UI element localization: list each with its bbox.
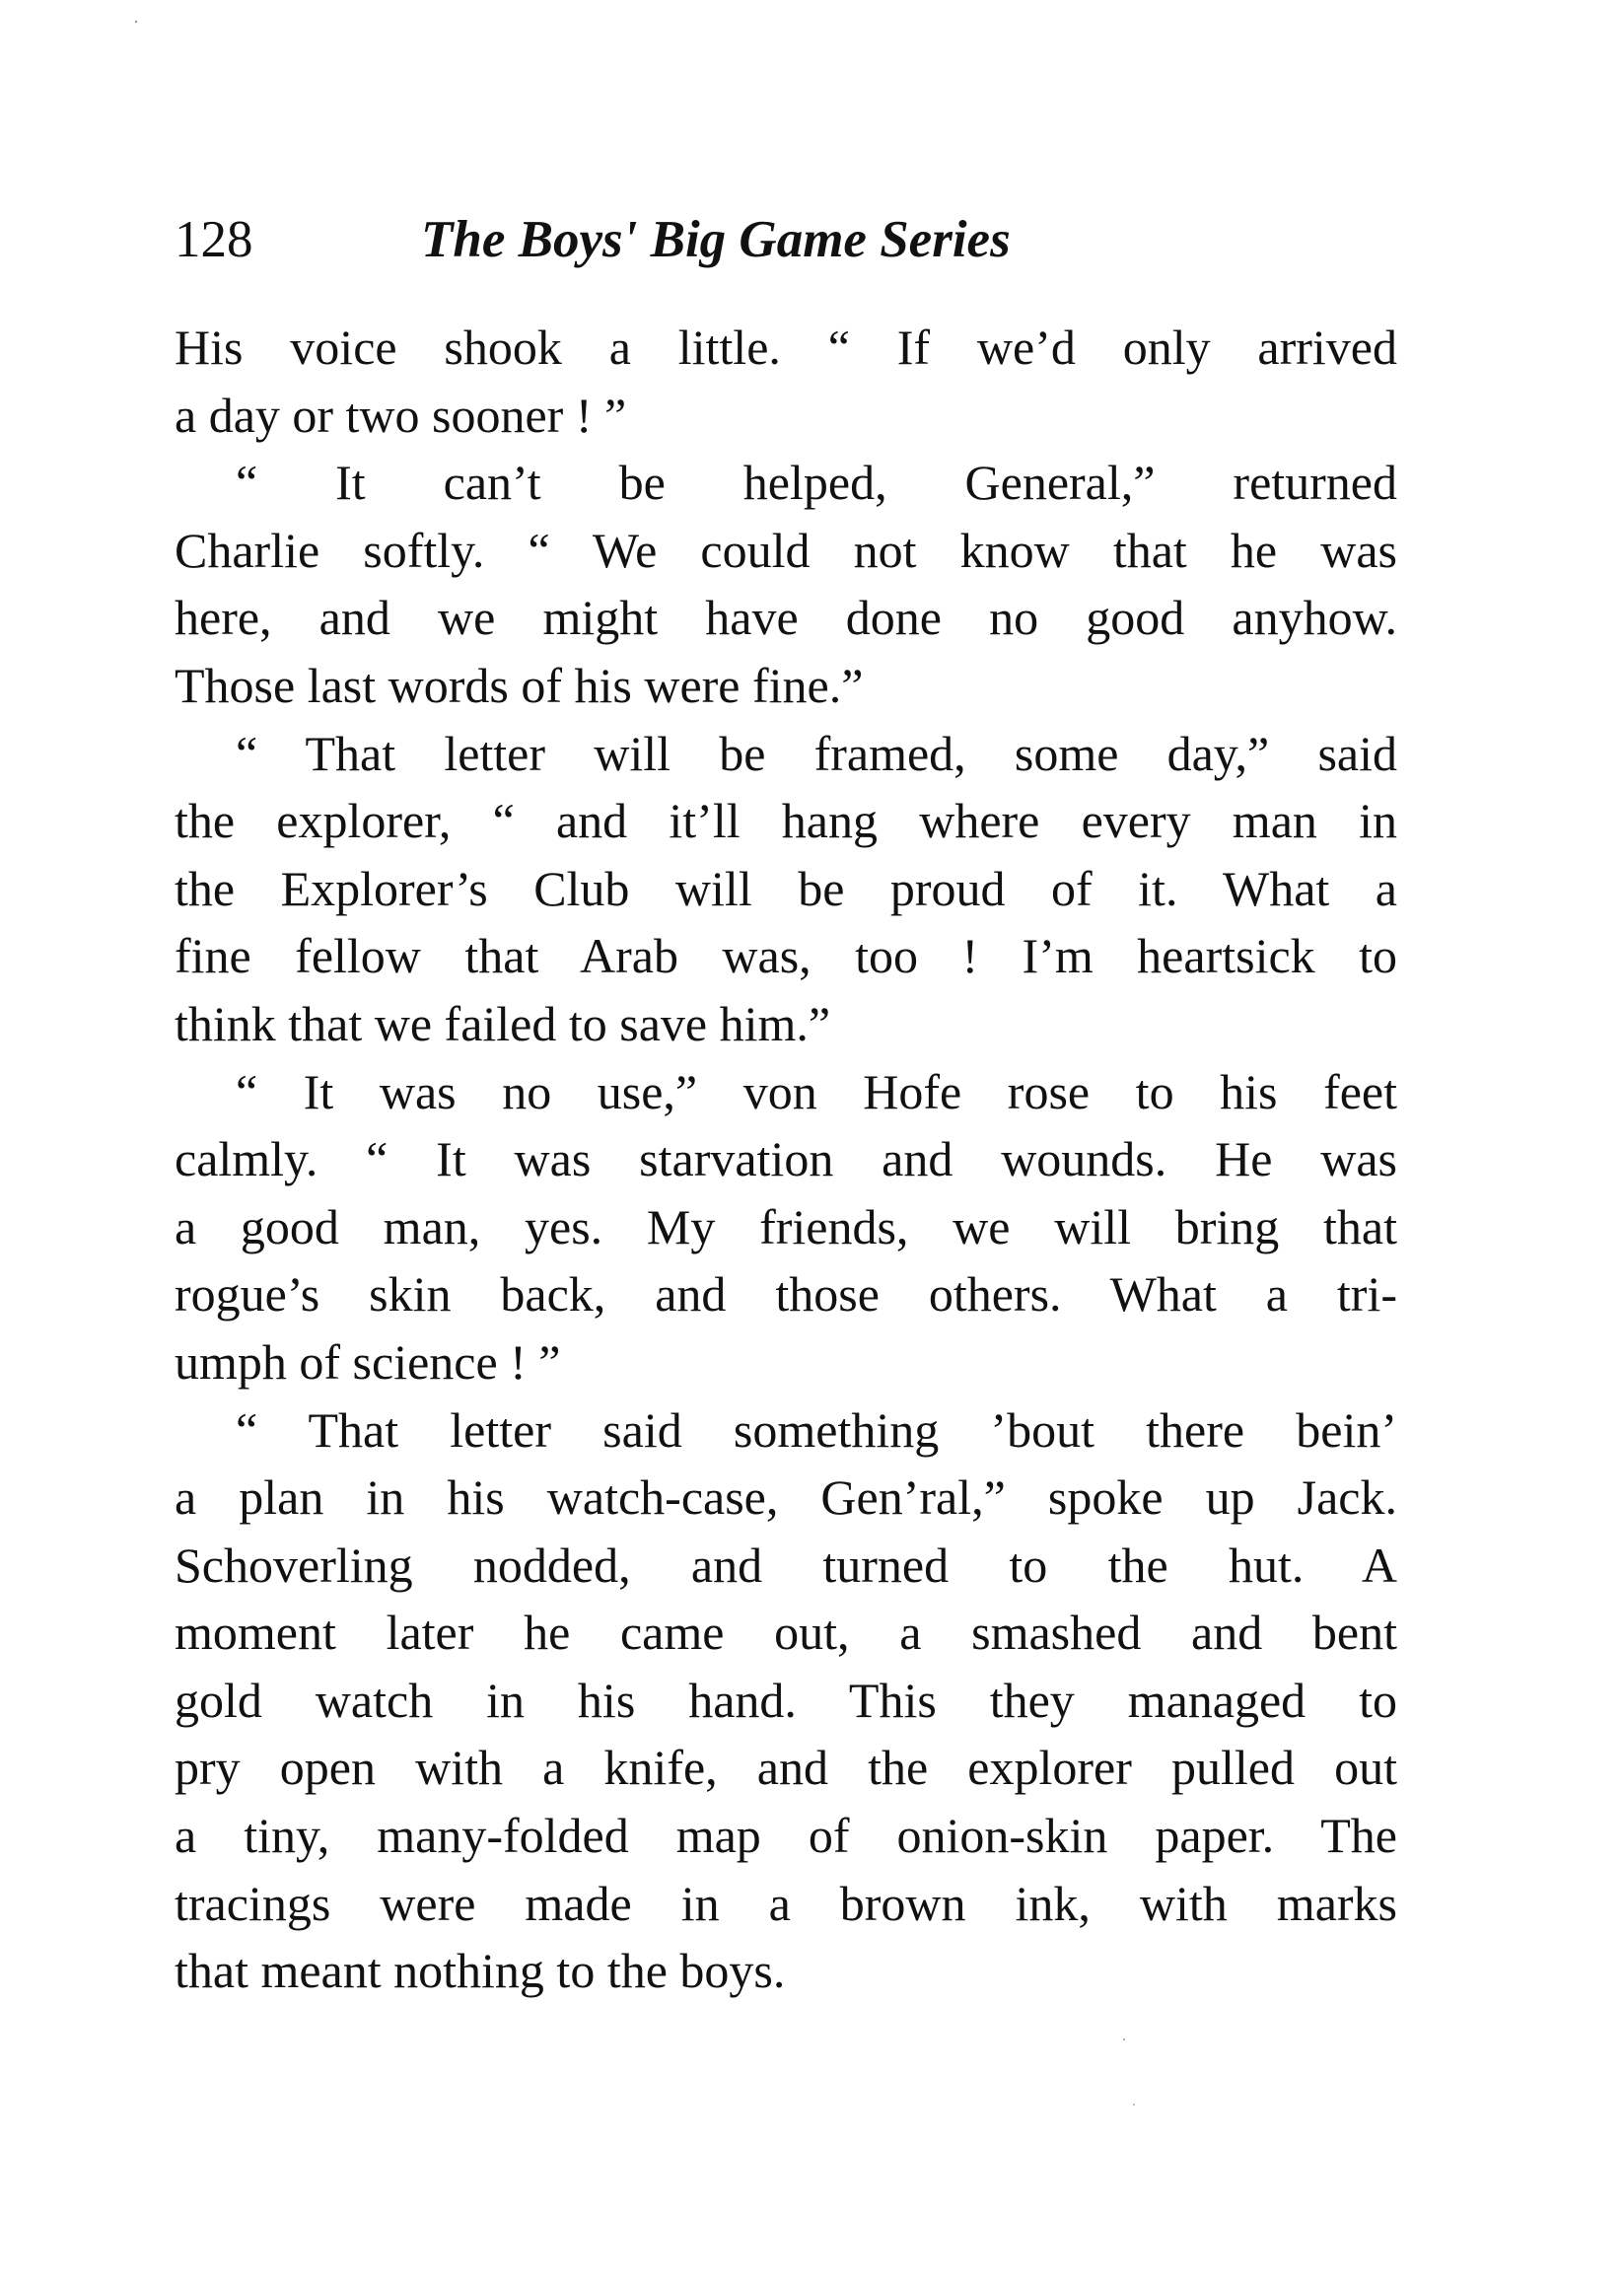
text-line: tracings were made in a brown ink, with marks <box>175 1875 1397 1931</box>
text-line: fine fellow that Arab was, too ! I’m heartsick to <box>175 928 1397 984</box>
text-line: Those last words of his were fine.” <box>175 657 864 713</box>
text-line: “ It can’t be helped, General,” returned <box>236 455 1397 511</box>
text-line: moment later he came out, a smashed and bent <box>175 1605 1397 1661</box>
text-line: the explorer, “ and it’ll hang where every man in <box>175 793 1397 849</box>
text-line: His voice shook a little. “ If we’d only arrived <box>175 320 1397 375</box>
text-line: “ It was no use,” von Hofe rose to his feet <box>236 1063 1397 1119</box>
page-number: 128 <box>175 211 253 268</box>
text-line: a tiny, many-folded map of onion-skin paper. The <box>175 1808 1397 1864</box>
text-line: that meant nothing to the boys. <box>175 1943 786 1999</box>
body-text <box>175 314 1397 2005</box>
running-head <box>175 205 1011 274</box>
paper-speck <box>1133 2104 1135 2106</box>
text-line: “ That letter said something ’bout there bein’ <box>236 1401 1397 1458</box>
text-line: a good man, yes. My friends, we will bring that <box>175 1198 1397 1254</box>
series-title: The Boys' Big Game Series <box>421 211 1011 268</box>
text-line: Charlie softly. “ We could not know that he was <box>175 522 1397 578</box>
text-line: a day or two sooner ! ” <box>175 387 627 443</box>
paper-speck <box>135 21 137 23</box>
text-line: a plan in his watch-case, Gen’ral,” spoke up Jack. <box>175 1469 1397 1526</box>
text-line: the Explorer’s Club will be proud of it. What a <box>175 860 1397 916</box>
text-line: “ That letter will be framed, some day,” said <box>236 725 1397 781</box>
text-line: here, and we might have done no good anyhow. <box>175 590 1397 646</box>
text-line: pry open with a knife, and the explorer pulled out <box>175 1740 1397 1796</box>
paper-speck <box>1123 2039 1125 2040</box>
text-line: calmly. “ It was starvation and wounds. He was <box>175 1131 1397 1187</box>
text-line: rogue’s skin back, and those others. What a tri- <box>175 1266 1397 1323</box>
text-line: Schoverling nodded, and turned to the hut. A <box>175 1537 1397 1593</box>
text-line: think that we failed to save him.” <box>175 995 831 1051</box>
text-line: umph of science ! ” <box>175 1333 561 1390</box>
text-line: gold watch in his hand. This they managed to <box>175 1672 1397 1728</box>
